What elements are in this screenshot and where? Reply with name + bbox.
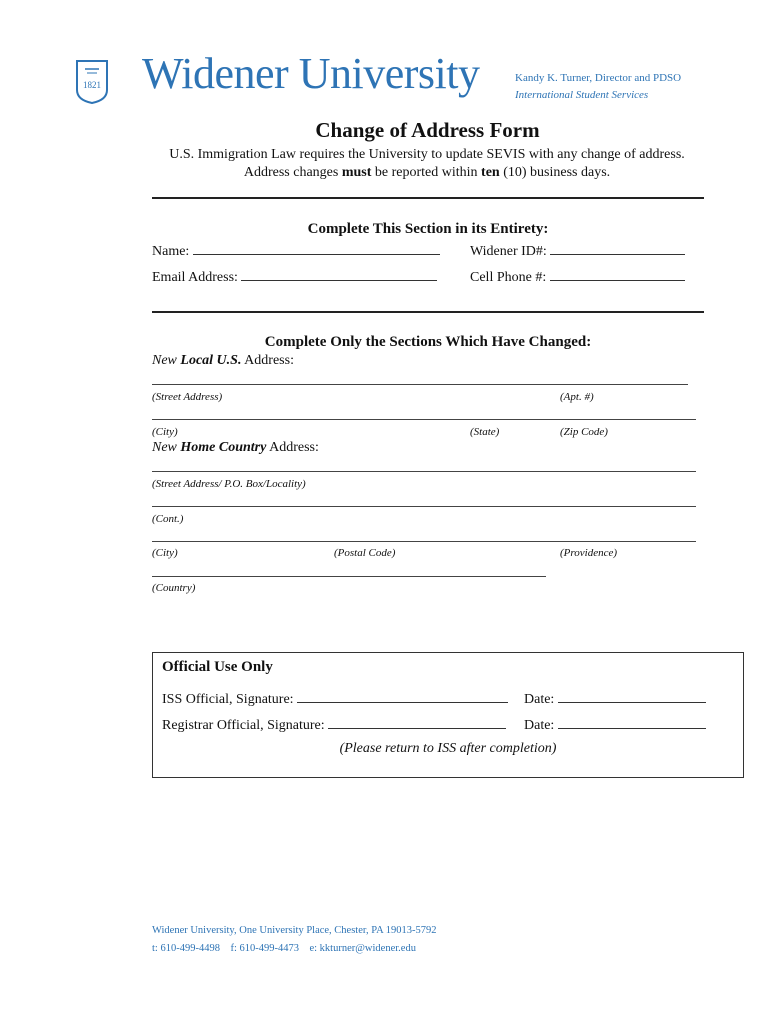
- footer-address: Widener University, One University Place, Chester, PA 19013-5792: [152, 925, 437, 936]
- contact-department: International Student Services: [515, 89, 649, 101]
- cell-phone-input-line[interactable]: [550, 266, 685, 281]
- official-use-title: Official Use Only: [162, 659, 273, 675]
- apt-caption: (Apt. #): [560, 391, 594, 403]
- home-city-caption: (City): [152, 547, 178, 559]
- city-caption: (City): [152, 426, 178, 438]
- email-field[interactable]: Email Address:: [152, 266, 437, 286]
- home-city-postal-input-line[interactable]: [152, 541, 696, 542]
- iss-date-input-line[interactable]: [558, 688, 706, 703]
- cont-caption: (Cont.): [152, 513, 184, 525]
- registrar-date-input-line[interactable]: [558, 714, 706, 729]
- registrar-date-field[interactable]: Date:: [524, 714, 706, 734]
- section-heading-changed: Complete Only the Sections Which Have Changed:: [264, 334, 592, 350]
- home-street-caption: (Street Address/ P.O. Box/Locality): [152, 478, 306, 490]
- section-divider: [152, 197, 704, 199]
- registrar-signature-input-line[interactable]: [328, 714, 506, 729]
- home-street-input-line[interactable]: [152, 471, 696, 472]
- local-address-label: New Local U.S. Address:: [152, 353, 294, 368]
- name-field[interactable]: Name:: [152, 240, 440, 260]
- university-seal-logo: [76, 60, 108, 104]
- country-caption: (Country): [152, 582, 196, 594]
- section-heading-required: Complete This Section in its Entirety:: [307, 221, 549, 237]
- iss-date-field[interactable]: Date:: [524, 688, 706, 708]
- university-wordmark: Widener University: [142, 49, 480, 98]
- widener-id-field[interactable]: Widener ID#:: [470, 240, 685, 260]
- cell-phone-field[interactable]: Cell Phone #:: [470, 266, 685, 286]
- contact-name: Kandy K. Turner, Director and PDSO: [515, 72, 682, 84]
- zip-caption: (Zip Code): [560, 426, 608, 438]
- footer-phone-email: t: 610-499-4498 f: 610-499-4473 e: kkturner@widener.edu: [152, 943, 416, 954]
- widener-id-input-line[interactable]: [550, 240, 685, 255]
- svg-text:1821: 1821: [83, 80, 101, 90]
- iss-signature-input-line[interactable]: [297, 688, 508, 703]
- state-caption: (State): [470, 426, 500, 438]
- section-divider: [152, 311, 704, 313]
- postal-code-caption: (Postal Code): [334, 547, 396, 559]
- street-address-caption: (Street Address): [152, 391, 223, 403]
- return-note: (Please return to ISS after completion): [339, 741, 557, 756]
- registrar-signature-field[interactable]: Registrar Official, Signature:: [162, 714, 506, 734]
- home-country-input-line[interactable]: [152, 576, 546, 577]
- home-cont-input-line[interactable]: [152, 506, 696, 507]
- province-caption: (Providence): [560, 547, 618, 559]
- intro-paragraph: U.S. Immigration Law requires the University to update SEVIS with any change of address. Address changes must be reported within ten (10) business days.: [169, 147, 685, 180]
- footer-contact: [152, 922, 436, 958]
- header-contact: [515, 70, 681, 104]
- home-address-label: New Home Country Address:: [152, 440, 319, 455]
- page-title: Change of Address Form: [315, 118, 540, 142]
- iss-signature-field[interactable]: ISS Official, Signature:: [162, 688, 508, 708]
- local-street-input-line[interactable]: [152, 384, 688, 385]
- local-city-state-zip-input-line[interactable]: [152, 419, 696, 420]
- email-input-line[interactable]: [241, 266, 437, 281]
- name-input-line[interactable]: [193, 240, 440, 255]
